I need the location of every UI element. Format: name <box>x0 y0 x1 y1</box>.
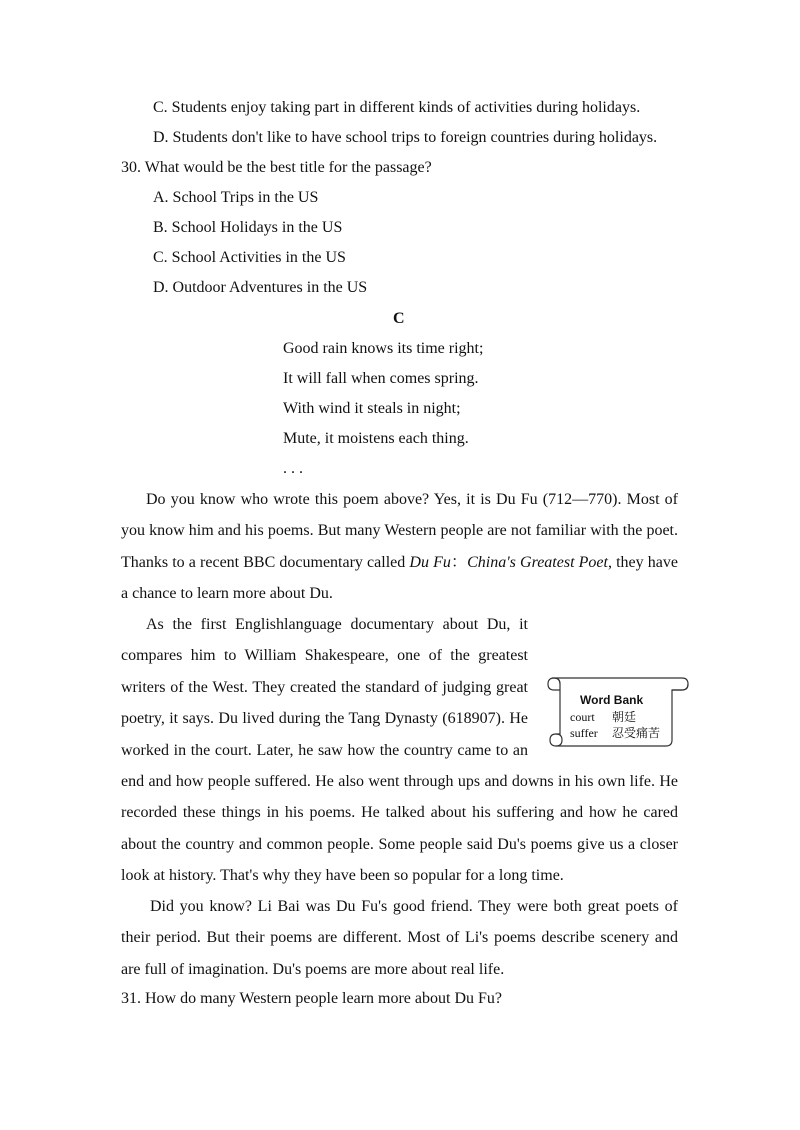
paragraph-3-text: Did you know? Li Bai was Du Fu's good friend. They were both great poets of their period. But their poems are different. Most of Li's poems describe scenery and are full of imagination. Du's poems are more about real life. <box>121 898 678 978</box>
q30-option-d: D. Outdoor Adventures in the US <box>153 279 368 296</box>
q31-question: 31. How do many Western people learn more about Du Fu? <box>121 990 502 1007</box>
paragraph-3 <box>121 891 678 985</box>
q29-option-d: D. Students don't like to have school trips to foreign countries during holidays. <box>153 129 658 146</box>
q30-option-b: B. School Holidays in the US <box>153 219 343 236</box>
word-bank-english: court <box>570 710 595 724</box>
paragraph-1 <box>121 484 678 610</box>
word-bank-chinese: 朝廷 <box>612 710 637 724</box>
poem-line: Mute, it moistens each thing. <box>283 430 469 447</box>
q29-option-c: C. Students enjoy taking part in different kinds of activities during holidays. <box>153 99 641 116</box>
poem-line: It will fall when comes spring. <box>283 370 479 387</box>
word-bank-chinese: 忍受痛苦 <box>612 726 661 740</box>
section-heading: C <box>393 310 405 327</box>
word-bank-entry <box>570 726 660 740</box>
word-bank-english: suffer <box>570 726 598 740</box>
poem-line: With wind it steals in night; <box>283 400 461 417</box>
documentary-title-part2: China's Greatest Poet <box>467 553 608 571</box>
paragraph-1-text: Do you know who wrote this poem above? Yes, it is Du Fu (712—770). Most of you know him and his poems. But many Western people are not familiar with the poet. Thanks to a recent BBC documentary called <box>121 491 678 571</box>
word-bank <box>542 672 690 750</box>
paragraph-2-text: As the first Englishlanguage documentary about Du, it compares him to William Shakespeare, one of the greatest writers of the West. They created the standard of judging great poetry, it says. Du lived during the Tang Dynasty (618907). He worked in the court. Later, he saw how the country came to an end and how people suffered. He also went through ups and downs in his own life. He recorded these things in his poems. He talked about his suffering and how he cared about the country and common people. Some people said Du's poems give us a closer look at history. That's why they have been so popular for a long time. <box>121 616 678 885</box>
documentary-title-separator: ： <box>450 553 468 571</box>
q30-option-a: A. School Trips in the US <box>153 189 319 206</box>
paragraph-1-end: , they have a chance to learn more about Du. <box>121 553 678 603</box>
poem-ellipsis: . . . <box>283 460 303 477</box>
q30-question: 30. What would be the best title for the passage? <box>121 159 432 176</box>
word-bank-title: Word Bank <box>580 693 644 707</box>
q30-option-c: C. School Activities in the US <box>153 249 346 266</box>
word-bank-entry <box>570 710 636 724</box>
poem-line: Good rain knows its time right; <box>283 340 484 357</box>
documentary-title-part1: Du Fu <box>409 553 451 571</box>
